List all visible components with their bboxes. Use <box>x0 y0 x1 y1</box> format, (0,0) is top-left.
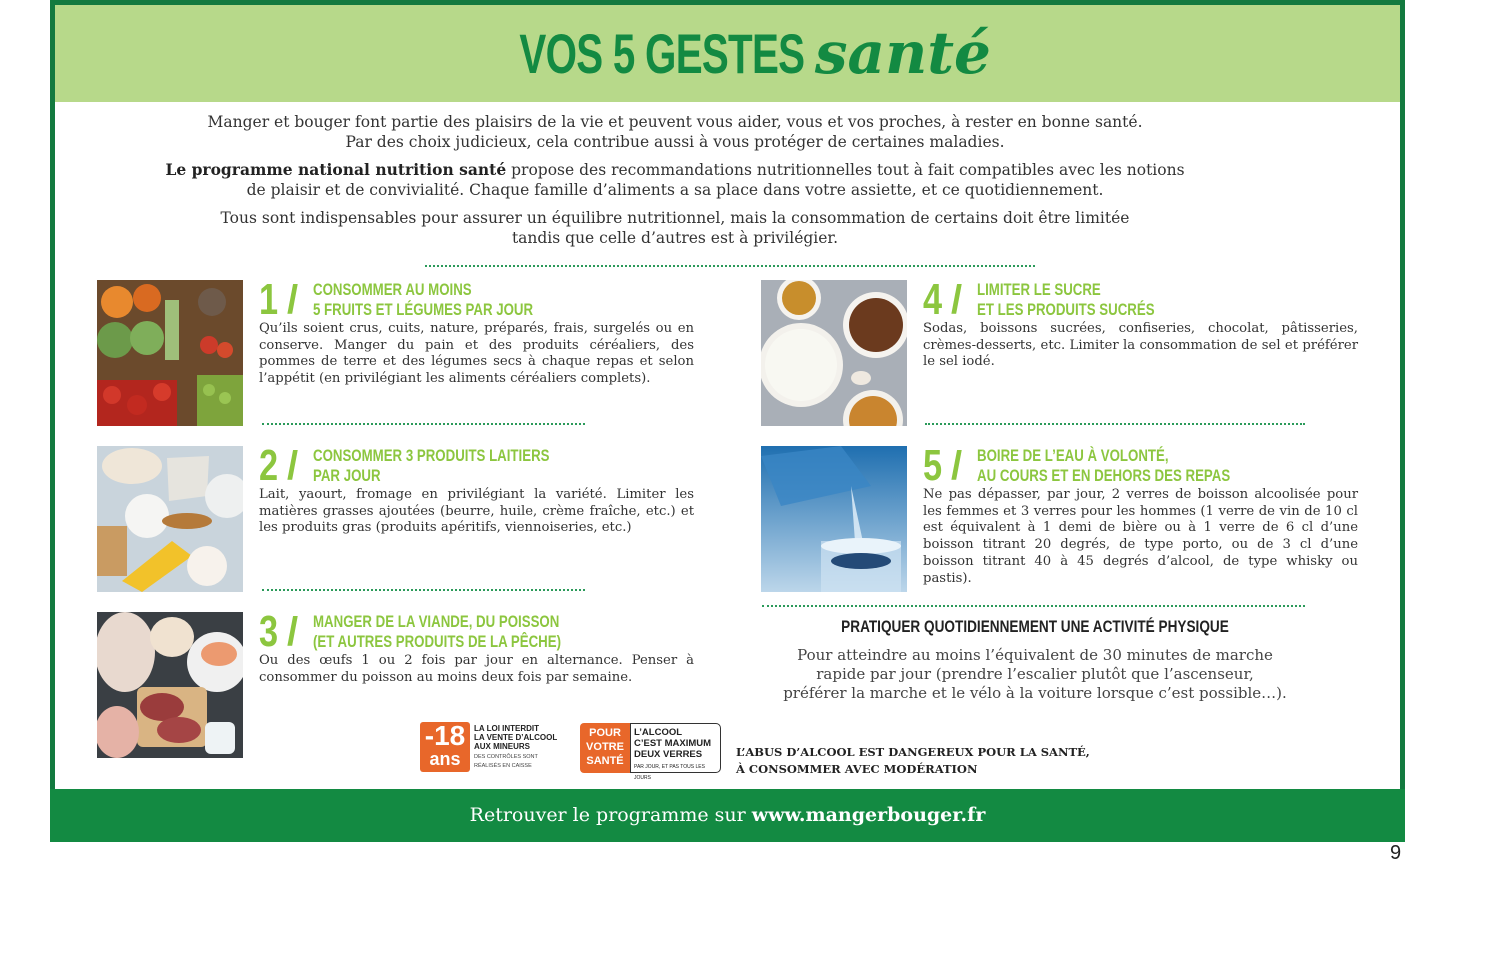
alcohol-max-notice: L’ALCOOL C’EST MAXIMUM DEUX VERRES PAR JOUR, ET PAS TOUS LES JOURS <box>630 723 721 773</box>
activity-title: PRATIQUER QUOTIDIENNEMENT UNE ACTIVITÉ PHYSIQUE <box>841 617 1229 636</box>
step-number: 1 <box>259 275 279 324</box>
step-heading: MANGER DE LA VIANDE, DU POISSON (ET AUTRES PRODUITS DE LA PÊCHE) <box>313 612 562 651</box>
sugar-photo <box>761 280 907 426</box>
step-heading: CONSOMMER 3 PRODUITS LAITIERS PAR JOUR <box>313 446 550 485</box>
programme-name: Le programme national nutrition santé <box>165 160 507 179</box>
step-body: Qu’ils soient crus, cuits, nature, préparés, frais, surgelés ou en conserve. Manger du pain et des produits céréaliers, des pommes de terre et des légumes secs à chaque repas et selon l’appétit (en privilégiant les aliments céréaliers complets). <box>259 321 694 387</box>
pour-votre-sante-badge: POUR VOTRE SANTÉ <box>580 723 630 773</box>
step-slash: / <box>287 610 299 654</box>
step-slash: / <box>951 444 963 488</box>
step-heading: CONSOMMER AU MOINS 5 FRUITS ET LÉGUMES PAR JOUR <box>313 280 534 319</box>
minus-18-badge: -18 ans <box>420 722 470 772</box>
intro-p1-line2: Par des choix judicieux, cela contribue aussi à vous protéger de certaines maladies. <box>345 133 1005 151</box>
footer-banner <box>50 789 1405 842</box>
alcohol-abuse-warning: L’ABUS D’ALCOOL EST DANGEREUX POUR LA SANTÉ, À CONSOMMER AVEC MODÉRATION <box>736 745 1090 776</box>
dairy-photo <box>97 446 243 592</box>
fruits-vegetables-photo <box>97 280 243 426</box>
step-heading: LIMITER LE SUCRE ET LES PRODUITS SUCRÉS <box>977 280 1155 319</box>
page-number: 9 <box>1390 842 1402 864</box>
title-banner <box>55 5 1400 102</box>
intro-p2-text: propose des recommandations nutritionnelles tout à fait compatibles avec les notions de plaisir et de convivialité. Chaque famille d’aliments a sa place dans votre assiette, et ce quotidiennement. <box>246 161 1185 199</box>
divider <box>262 589 585 591</box>
water-photo <box>761 446 907 592</box>
step-number: 5 <box>923 441 943 490</box>
footer-text: Retrouver le programme sur <box>469 804 752 826</box>
intro-paragraph-3: Tous sont indispensables pour assurer un équilibre nutritionnel, mais la consommation de certains doit être limitée tandis que celle d’autres est à privilégier. <box>220 209 1130 247</box>
intro-text <box>160 112 1190 256</box>
step-slash: / <box>287 278 299 322</box>
step-heading: BOIRE DE L’EAU À VOLONTÉ, AU COURS ET EN DEHORS DES REPAS <box>977 446 1231 485</box>
divider <box>925 423 1305 425</box>
activity-body: Pour atteindre au moins l’équivalent de 30 minutes de marche rapide par jour (prendre l’escalier plutôt que l’ascenseur, préférer la marche et le vélo à la voiture lorsque c’est possible…). <box>783 646 1287 702</box>
meat-fish-photo <box>97 612 243 758</box>
divider <box>262 423 585 425</box>
title-script: santé <box>814 19 991 87</box>
step-slash: / <box>287 444 299 488</box>
website-link[interactable]: www.mangerbouger.fr <box>751 804 986 826</box>
step-number: 2 <box>259 441 279 490</box>
step-body: Ou des œufs 1 ou 2 fois par jour en alternance. Penser à consommer du poisson au moins deux fois par semaine. <box>259 653 694 685</box>
step-number: 3 <box>259 607 279 656</box>
step-body: Sodas, boissons sucrées, confiseries, chocolat, pâtisseries, crèmes-desserts, etc. Limiter la consommation de sel et préférer le sel iodé. <box>923 321 1358 370</box>
intro-p1-line1: Manger et bouger font partie des plaisirs de la vie et peuvent vous aider, vous et vos proches, à rester en bonne santé. <box>207 113 1143 131</box>
title-caps: VOS 5 GESTES <box>519 21 805 85</box>
divider <box>425 265 1035 267</box>
step-body: Ne pas dépasser, par jour, 2 verres de boisson alcoolisée pour les femmes et 3 verres pour les hommes (1 verre de vin de 10 cl est équivalent à 1 demi de bière ou à 1 verre de 6 cl d’une boisson titrant 20 degrés, de type porto, ou de 3 cl d’une boisson titrant 40 à 45 degrés d’alcool, de type whisky ou pastis). <box>923 487 1358 586</box>
step-body: Lait, yaourt, fromage en privilégiant la variété. Limiter les matières grasses ajoutées (beurre, huile, crème fraîche, etc.) et les produits gras (produits apéritifs, viennoiseries, etc.) <box>259 487 694 536</box>
step-number: 4 <box>923 275 943 324</box>
intro-paragraph-2 <box>160 160 1190 200</box>
alcohol-law-notice: LA LOI INTERDIT LA VENTE D’ALCOOL AUX MINEURS DES CONTRÔLES SONT RÉALISÉS EN CAISSE <box>474 724 558 769</box>
page-title <box>55 19 1400 87</box>
divider <box>762 605 1305 607</box>
step-slash: / <box>951 278 963 322</box>
intro-paragraph-1 <box>160 112 1190 152</box>
